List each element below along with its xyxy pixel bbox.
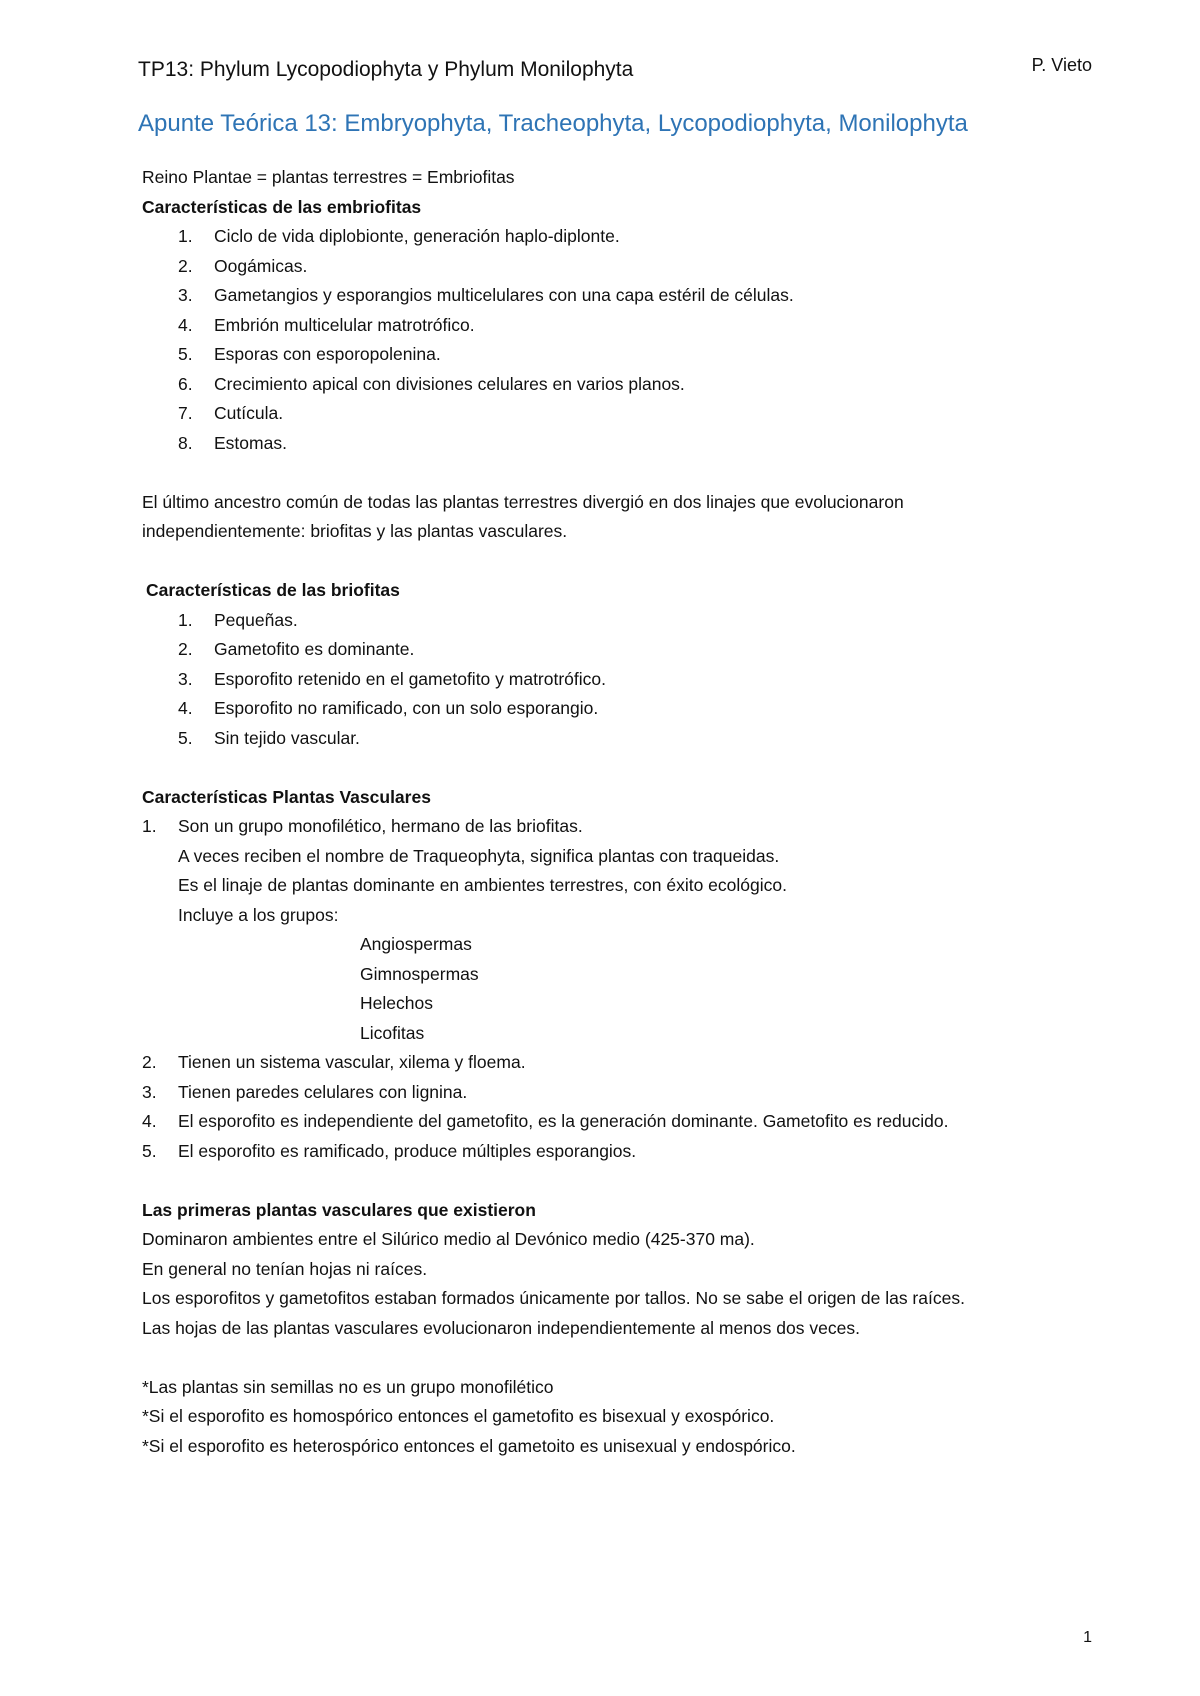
- intro-line: Reino Plantae = plantas terrestres = Embriofitas: [142, 167, 515, 187]
- list-item: 5. Sin tejido vascular.: [178, 727, 360, 748]
- list-item: 4. Embrión multicelular matrotrófico.: [178, 314, 475, 335]
- list-item: Helechos: [360, 993, 433, 1013]
- note-line: *Si el esporofito es heterospórico entonces el gametoito es unisexual y endospórico.: [142, 1435, 796, 1456]
- list-item: 2. Gametofito es dominante.: [178, 639, 415, 659]
- list-briofitas: [142, 606, 1102, 754]
- list-item: 2. Oogámicas.: [178, 255, 308, 276]
- section-heading-vasculares: Características Plantas Vasculares: [142, 786, 431, 807]
- document-body: [142, 163, 1102, 1461]
- header-author: P. Vieto: [1031, 55, 1092, 75]
- list-item: 3. Gametangios y esporangios multicelulares con una capa estéril de células.: [178, 285, 794, 305]
- list-item: 6. Crecimiento apical con divisiones celulares en varios planos.: [178, 373, 685, 394]
- document-title: Apunte Teórica 13: Embryophyta, Tracheophyta, Lycopodiophyta, Monilophyta: [138, 110, 968, 137]
- list-item: Angiospermas: [360, 934, 472, 954]
- primeras-line: Las hojas de las plantas vasculares evolucionaron independientemente al menos dos veces.: [142, 1317, 860, 1338]
- list-item: 1. Ciclo de vida diplobionte, generación haplo-diplonte.: [178, 226, 620, 246]
- plant-groups-list: [178, 930, 1102, 1048]
- list-item: 3. Esporofito retenido en el gametofito y matrotrófico.: [178, 668, 607, 689]
- list-item: 4. El esporofito es independiente del gametofito, es la generación dominante. Gametofito es reducido.: [142, 1111, 949, 1131]
- page-number: 1: [1083, 1629, 1092, 1646]
- list-item: 1. Pequeñas.: [178, 609, 298, 630]
- ancestro-line-2: independientemente: briofitas y las plantas vasculares.: [142, 521, 568, 541]
- list-item: 2. Tienen un sistema vascular, xilema y floema.: [142, 1052, 526, 1072]
- primeras-line: Dominaron ambientes entre el Silúrico medio al Devónico medio (425-370 ma).: [142, 1229, 755, 1249]
- list-item: 1. Son un grupo monofilético, hermano de las briofitas. A veces reciben el nombre de Traqueophyta, significa plantas con traqueidas. Es el linaje de plantas dominante en ambientes terrestres, con éxito ecológico. Incluye a los grupos: Angiospermas Gimnospermas Helechos Licofitas: [142, 812, 1102, 1048]
- section-heading-embriofitas: Características de las embriofitas: [142, 196, 422, 217]
- header-title: TP13: Phylum Lycopodiophyta y Phylum Monilophyta: [138, 58, 634, 81]
- note-line: *Si el esporofito es homospórico entonces el gametofito es bisexual y exospórico.: [142, 1406, 775, 1426]
- list-item: 5. Esporas con esporopolenina.: [178, 344, 441, 364]
- list-embriofitas: [142, 222, 1102, 458]
- list-item: 3. Tienen paredes celulares con lignina.: [142, 1081, 468, 1102]
- section-heading-primeras: Las primeras plantas vasculares que existieron: [142, 1199, 536, 1220]
- list-item: Gimnospermas: [360, 963, 479, 984]
- ancestro-line-1: El último ancestro común de todas las plantas terrestres divergió en dos linajes que evolucionaron: [142, 491, 904, 512]
- note-line: *Las plantas sin semillas no es un grupo monofilético: [142, 1376, 554, 1397]
- list-item: 7. Cutícula.: [178, 403, 284, 423]
- list-item: 8. Estomas.: [178, 432, 287, 453]
- primeras-line: En general no tenían hojas ni raíces.: [142, 1258, 428, 1279]
- list-item: 5. El esporofito es ramificado, produce múltiples esporangios.: [142, 1140, 637, 1161]
- primeras-line: Los esporofitos y gametofitos estaban formados únicamente por tallos. No se sabe el origen de las raíces.: [142, 1288, 965, 1308]
- section-heading-briofitas: Características de las briofitas: [146, 580, 400, 600]
- list-item: 4. Esporofito no ramificado, con un solo esporangio.: [178, 698, 599, 718]
- list-vasculares: [142, 812, 1102, 1166]
- list-item: Licofitas: [360, 1022, 425, 1043]
